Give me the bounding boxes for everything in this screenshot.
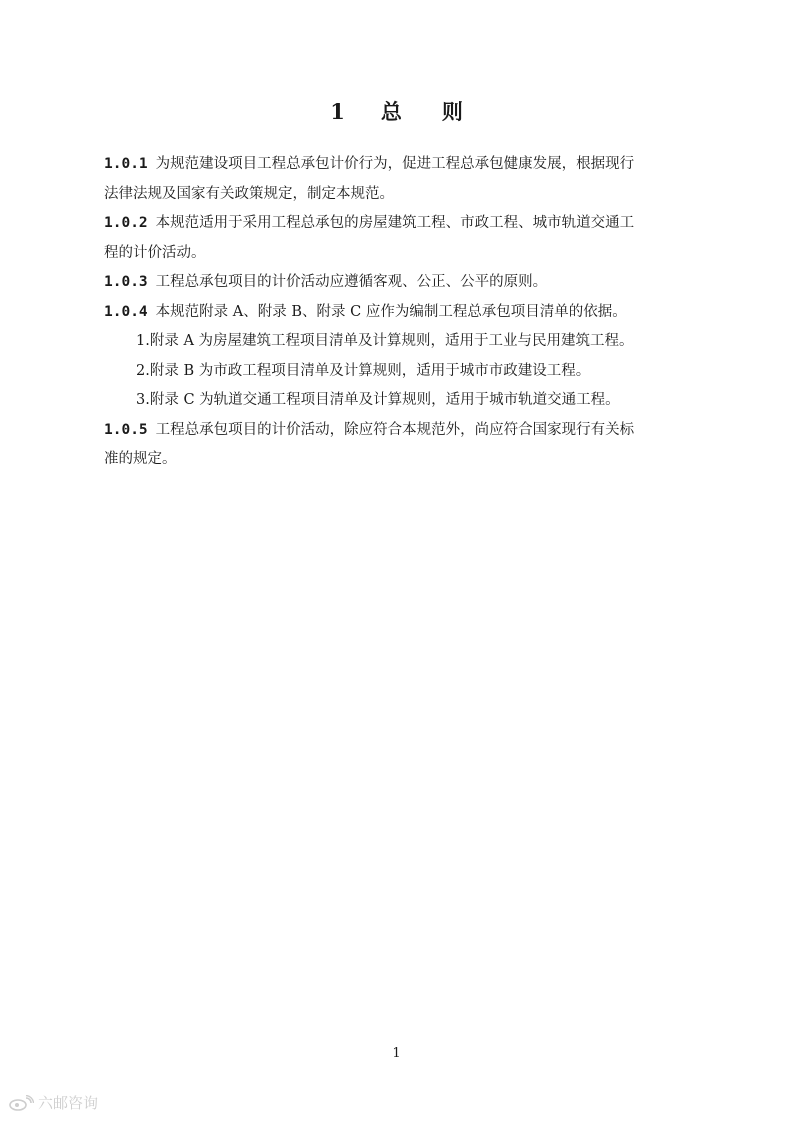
clause-text: 工程总承包项目的计价活动应遵循客观、公正、公平的原则。 xyxy=(155,274,548,290)
chapter-title-char-1: 总 xyxy=(380,99,402,124)
chapter-title-char-2: 则 xyxy=(441,99,463,124)
weibo-logo-icon xyxy=(8,1095,34,1111)
clause-text-continued: 程的计价活动。 xyxy=(104,244,206,261)
clause-1-0-3 xyxy=(104,268,694,298)
chapter-number: 1 xyxy=(330,99,345,124)
clause-number: 1.0.4 xyxy=(104,303,148,320)
clause-1-0-1 xyxy=(104,150,694,209)
clause-text-continued: 准的规定。 xyxy=(104,451,177,467)
clause-text: 本规范附录 A、附录 B、附录 C 应作为编制工程总承包项目清单的依据。 xyxy=(155,303,627,320)
clause-1-0-4 xyxy=(104,298,694,328)
clause-text: 为规范建设项目工程总承包计价行为，促进工程总承包健康发展，根据现行 xyxy=(155,156,635,172)
sub-item-2: 2.附录 B 为市政工程项目清单及计算规则，适用于城市市政建设工程。 xyxy=(136,362,591,379)
clause-number: 1.0.1 xyxy=(104,156,148,172)
clause-text: 工程总承包项目的计价活动，除应符合本规范外，尚应符合国家现行有关标 xyxy=(155,421,635,438)
watermark xyxy=(8,1092,98,1113)
clause-number: 1.0.5 xyxy=(104,421,148,438)
clause-list xyxy=(104,150,694,475)
watermark-text: 六邮咨询 xyxy=(38,1094,99,1112)
page-number: 1 xyxy=(392,1046,401,1061)
clause-number: 1.0.3 xyxy=(104,274,148,290)
sub-item-1: 1.附录 A 为房屋建筑工程项目清单及计算规则，适用于工业与民用建筑工程。 xyxy=(136,333,634,349)
chapter-title xyxy=(0,96,793,126)
clause-1-0-2 xyxy=(104,209,694,268)
sub-item-3: 3.附录 C 为轨道交通工程项目清单及计算规则，适用于城市轨道交通工程。 xyxy=(136,392,620,408)
clause-text-continued: 法律法规及国家有关政策规定，制定本规范。 xyxy=(104,185,394,202)
clause-number: 1.0.2 xyxy=(104,215,148,231)
clause-1-0-5 xyxy=(104,416,694,475)
clause-text: 本规范适用于采用工程总承包的房屋建筑工程、市政工程、城市轨道交通工 xyxy=(155,215,635,231)
